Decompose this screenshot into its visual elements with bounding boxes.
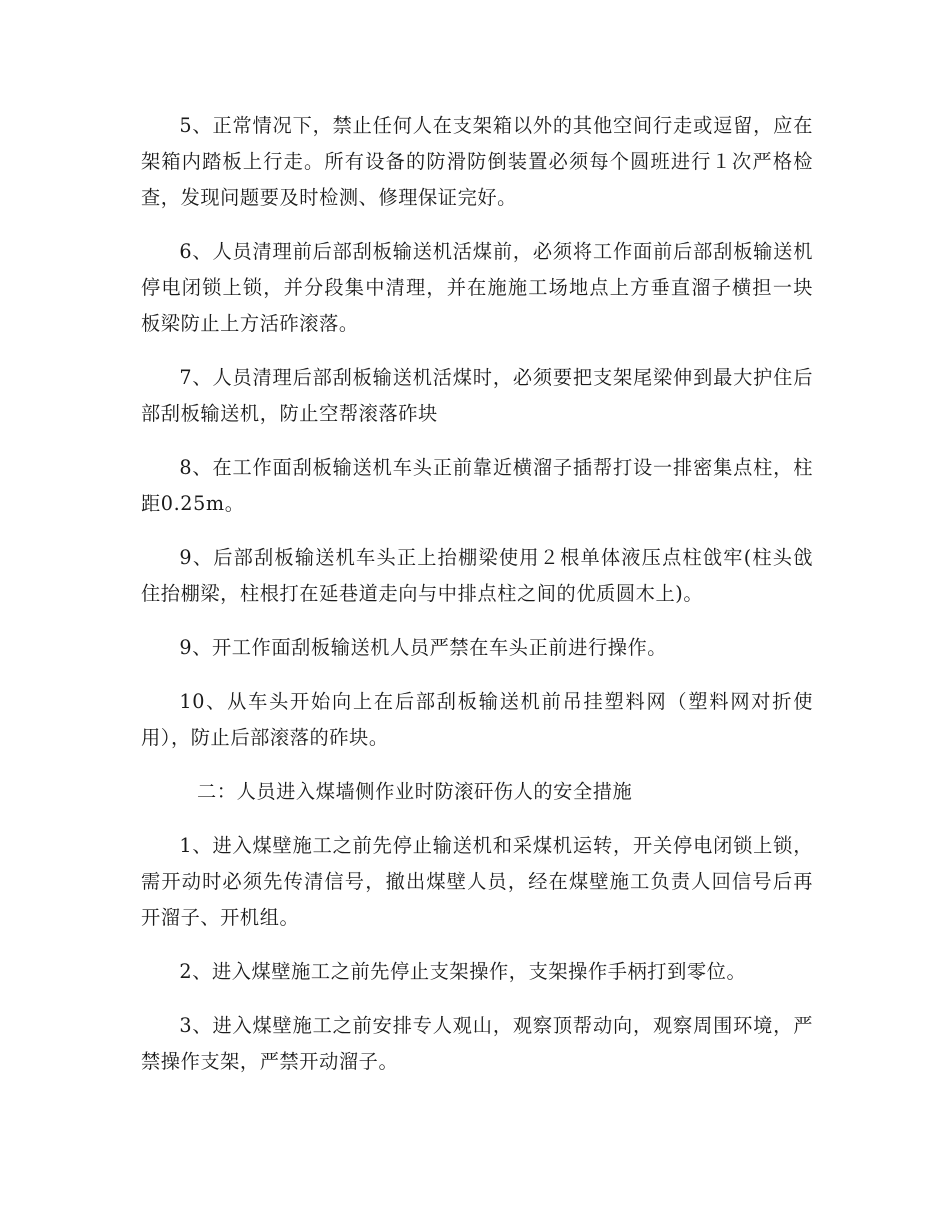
section-heading-2: 二：人员进入煤墙侧作业时防滚矸伤人的安全措施 [197,780,633,803]
paragraph-item-6: 6、人员清理前后部刮板输送机活煤前，必须将工作面前后部刮板输送机停电闭锁上锁，并分段集中清理，并在施施工场地点上方垂直溜子横担一块板梁防止上方活砟滚落。 [141,240,813,335]
paragraph-item-7: 7、人员清理后部刮板输送机活煤时，必须要把支架尾梁伸到最大护住后部刮板输送机，防止空帮滚落砟块 [141,366,813,425]
paragraph-item-s2-1: 1、进入煤壁施工之前先停止输送机和采煤机运转，开关停电闭锁上锁，需开动时必须先传清信号，撤出煤壁人员，经在煤壁施工负责人回信号后再开溜子、开机组。 [141,834,813,929]
paragraph-item-9a: 9、后部刮板输送机车头正上抬棚梁使用２根单体液压点柱戗牢(柱头戗住抬棚梁，柱根打在延巷道走向与中排点柱之间的优质圆木上)。 [141,546,813,605]
document-body [141,108,813,1098]
paragraph-item-10: 10、从车头开始向上在后部刮板输送机前吊挂塑料网（塑料网对折使用），防止后部滚落的砟块。 [141,690,813,749]
paragraph-item-9b: 9、开工作面刮板输送机人员严禁在车头正前进行操作。 [179,636,668,659]
paragraph-item-5: 5、正常情况下，禁止任何人在支架箱以外的其他空间行走或逗留，应在架箱内踏板上行走。所有设备的防滑防倒装置必须每个圆班进行１次严格检查，发现问题要及时检测、修理保证完好。 [141,114,813,209]
paragraph-item-s2-3: 3、进入煤壁施工之前安排专人观山，观察顶帮动向，观察周围环境，严禁操作支架，严禁开动溜子。 [141,1014,813,1073]
paragraph-item-s2-2: 2、进入煤壁施工之前先停止支架操作，支架操作手柄打到零位。 [179,960,747,983]
paragraph-item-8: 8、在工作面刮板输送机车头正前靠近横溜子插帮打设一排密集点柱，柱距0.25m。 [141,456,813,515]
